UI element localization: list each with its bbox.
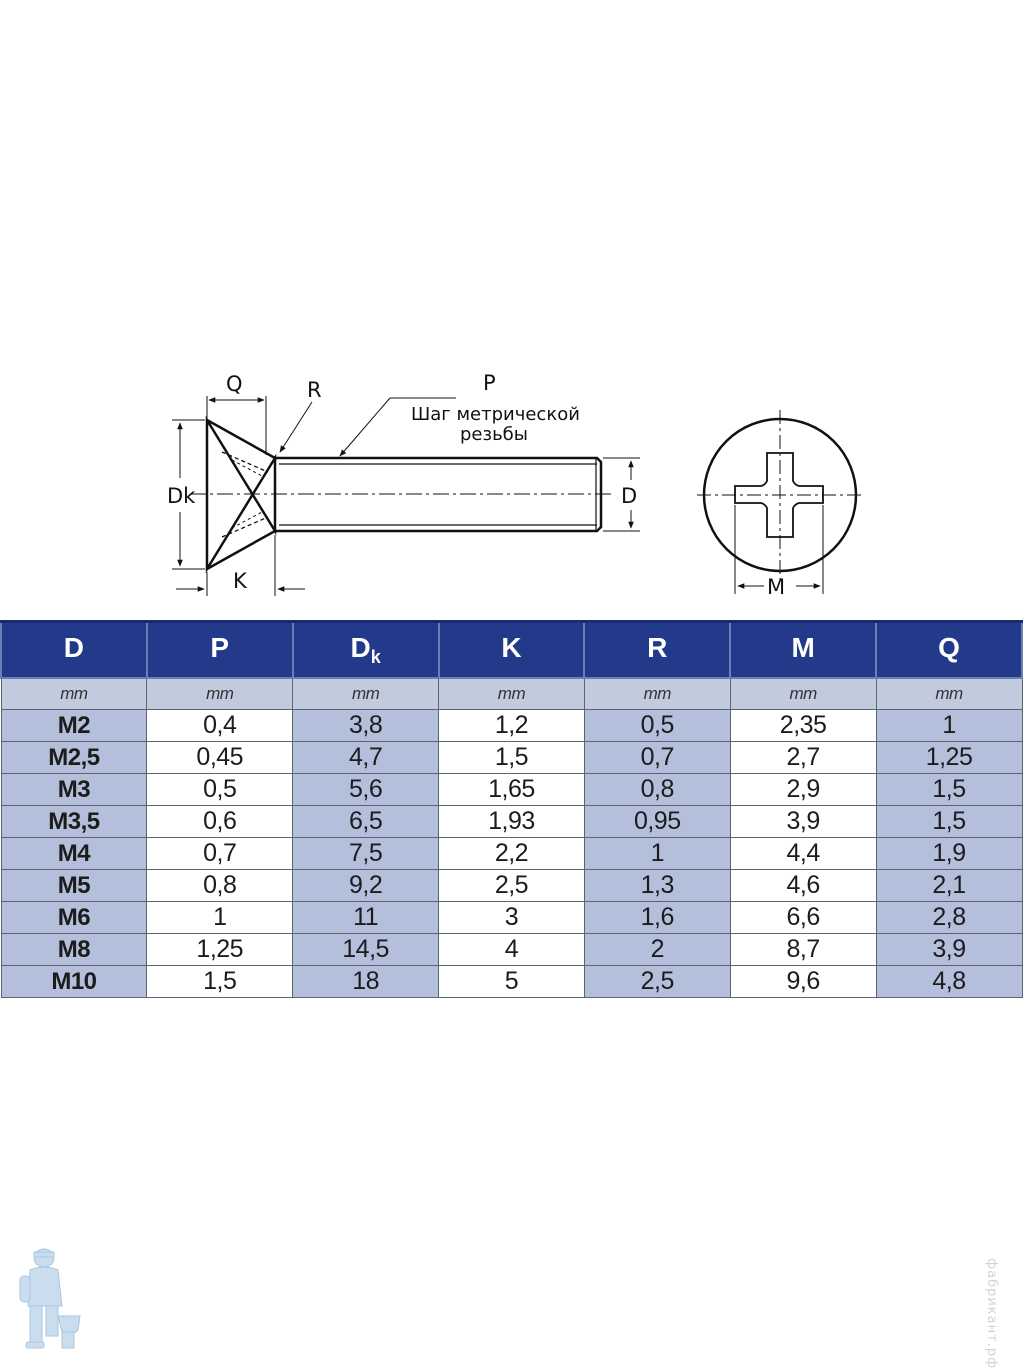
unit-cell: mm bbox=[584, 678, 730, 710]
table-cell: 1 bbox=[147, 902, 293, 934]
table-cell: 0,45 bbox=[147, 742, 293, 774]
table-cell: 0,8 bbox=[147, 870, 293, 902]
label-r: R bbox=[307, 378, 322, 402]
table-cell: 3,9 bbox=[730, 806, 876, 838]
size-cell: M4 bbox=[1, 838, 147, 870]
header-m: M bbox=[730, 622, 876, 679]
table-row bbox=[1, 774, 1022, 806]
label-dk: Dk bbox=[167, 484, 196, 508]
table-cell: 8,7 bbox=[730, 934, 876, 966]
table-cell: 0,95 bbox=[584, 806, 730, 838]
table-cell: 4,6 bbox=[730, 870, 876, 902]
header-p: P bbox=[147, 622, 293, 679]
label-m: M bbox=[767, 575, 786, 599]
table-cell: 1,2 bbox=[439, 710, 585, 742]
table-cell: 2,8 bbox=[876, 902, 1022, 934]
header-d: D bbox=[1, 622, 147, 679]
table-cell: 0,6 bbox=[147, 806, 293, 838]
table-cell: 18 bbox=[293, 966, 439, 998]
table-cell: 9,2 bbox=[293, 870, 439, 902]
table-row bbox=[1, 710, 1022, 742]
table-row bbox=[1, 806, 1022, 838]
table-cell: 0,5 bbox=[584, 710, 730, 742]
table-cell: 4 bbox=[439, 934, 585, 966]
unit-cell: mm bbox=[876, 678, 1022, 710]
table-cell: 0,8 bbox=[584, 774, 730, 806]
table-body bbox=[1, 710, 1022, 998]
table-row bbox=[1, 870, 1022, 902]
table-cell: 3,8 bbox=[293, 710, 439, 742]
label-k: K bbox=[233, 569, 247, 593]
table-cell: 5,6 bbox=[293, 774, 439, 806]
table-row bbox=[1, 934, 1022, 966]
table-cell: 2,1 bbox=[876, 870, 1022, 902]
table-row bbox=[1, 902, 1022, 934]
screw-dimensions-table bbox=[0, 620, 1023, 998]
watermark: фабрикант.рф bbox=[984, 1258, 999, 1369]
table-cell: 1,25 bbox=[147, 934, 293, 966]
size-cell: M2 bbox=[1, 710, 147, 742]
table-cell: 0,7 bbox=[147, 838, 293, 870]
table-cell: 1,6 bbox=[584, 902, 730, 934]
table-cell: 0,5 bbox=[147, 774, 293, 806]
size-cell: M5 bbox=[1, 870, 147, 902]
table-cell: 3,9 bbox=[876, 934, 1022, 966]
table-cell: 9,6 bbox=[730, 966, 876, 998]
table-row bbox=[1, 838, 1022, 870]
table-cell: 11 bbox=[293, 902, 439, 934]
table-cell: 1,5 bbox=[876, 806, 1022, 838]
size-cell: M8 bbox=[1, 934, 147, 966]
label-d: D bbox=[621, 484, 638, 508]
header-dk: $D_k$ bbox=[293, 622, 439, 679]
table-cell: 1,65 bbox=[439, 774, 585, 806]
table-cell: 1,93 bbox=[439, 806, 585, 838]
header-q: Q bbox=[876, 622, 1022, 679]
table-cell: 1,9 bbox=[876, 838, 1022, 870]
table-cell: 14,5 bbox=[293, 934, 439, 966]
table-cell: 4,7 bbox=[293, 742, 439, 774]
unit-cell: mm bbox=[730, 678, 876, 710]
unit-cell: mm bbox=[293, 678, 439, 710]
table-cell: 2,2 bbox=[439, 838, 585, 870]
table-cell: 0,4 bbox=[147, 710, 293, 742]
table-row bbox=[1, 742, 1022, 774]
header-k: K bbox=[439, 622, 585, 679]
table-cell: 7,5 bbox=[293, 838, 439, 870]
label-q: Q bbox=[226, 372, 243, 396]
table-cell: 0,7 bbox=[584, 742, 730, 774]
table-cell: 4,8 bbox=[876, 966, 1022, 998]
unit-cell: mm bbox=[439, 678, 585, 710]
size-cell: M3,5 bbox=[1, 806, 147, 838]
unit-cell: mm bbox=[1, 678, 147, 710]
table-cell: 1,5 bbox=[876, 774, 1022, 806]
table-cell: 1 bbox=[876, 710, 1022, 742]
table-cell: 1,5 bbox=[439, 742, 585, 774]
table-cell: 6,6 bbox=[730, 902, 876, 934]
table-cell: 1,3 bbox=[584, 870, 730, 902]
table-cell: 5 bbox=[439, 966, 585, 998]
table-cell: 2,5 bbox=[439, 870, 585, 902]
screw-side-view bbox=[172, 396, 640, 596]
size-cell: M6 bbox=[1, 902, 147, 934]
table-cell: 6,5 bbox=[293, 806, 439, 838]
unit-cell: mm bbox=[147, 678, 293, 710]
plumber-mascot-logo bbox=[14, 1246, 86, 1356]
size-cell: M3 bbox=[1, 774, 147, 806]
table-row bbox=[1, 966, 1022, 998]
units-row bbox=[1, 678, 1022, 710]
table-cell: 1 bbox=[584, 838, 730, 870]
label-p-note-line2: резьбы bbox=[460, 424, 528, 445]
screw-top-view bbox=[697, 410, 863, 594]
table-cell: 1,5 bbox=[147, 966, 293, 998]
table-cell: 2 bbox=[584, 934, 730, 966]
table-cell: 2,7 bbox=[730, 742, 876, 774]
table-cell: 2,9 bbox=[730, 774, 876, 806]
label-p-note-line1: Шаг метрической bbox=[411, 404, 580, 425]
table-header-row bbox=[1, 622, 1022, 679]
table-cell: 2,5 bbox=[584, 966, 730, 998]
size-cell: M10 bbox=[1, 966, 147, 998]
table-cell: 4,4 bbox=[730, 838, 876, 870]
table-cell: 2,35 bbox=[730, 710, 876, 742]
table-cell: 3 bbox=[439, 902, 585, 934]
label-p: P bbox=[483, 371, 496, 395]
header-r: R bbox=[584, 622, 730, 679]
size-cell: M2,5 bbox=[1, 742, 147, 774]
screw-technical-drawing bbox=[0, 0, 1023, 610]
table-cell: 1,25 bbox=[876, 742, 1022, 774]
